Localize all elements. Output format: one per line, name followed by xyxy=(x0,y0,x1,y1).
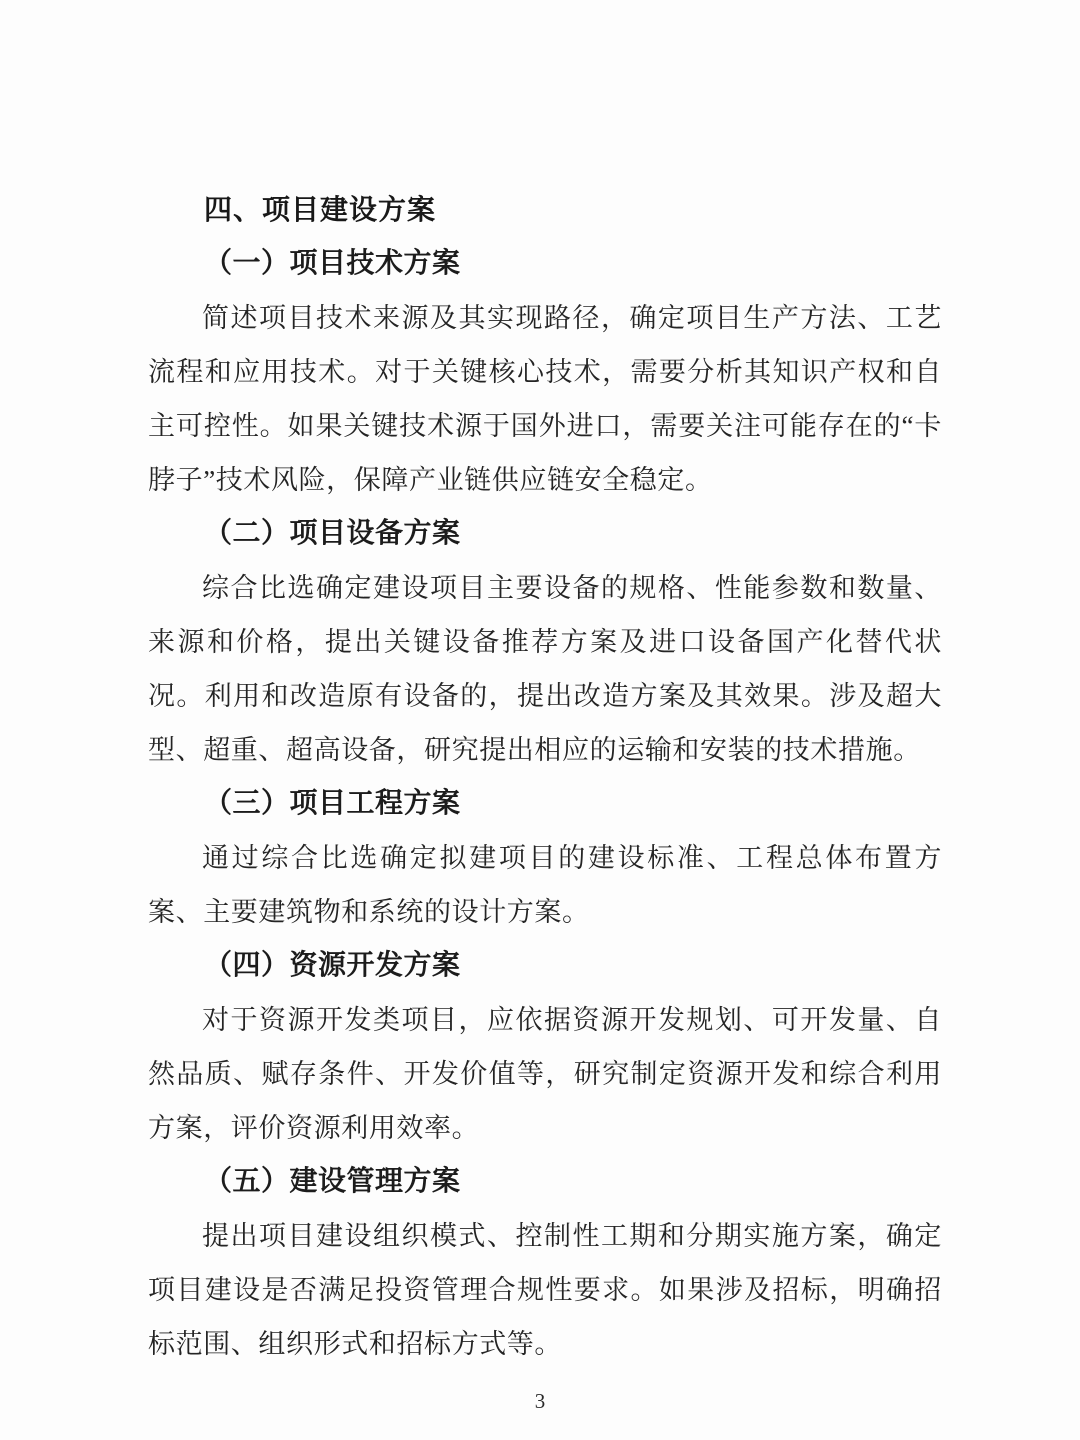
section-title: （一）项目技术方案 xyxy=(204,248,461,279)
chapter-heading: 四、项目建设方案 xyxy=(204,194,437,225)
section-equipment-plan xyxy=(148,507,942,777)
section-title: （二）项目设备方案 xyxy=(204,518,461,549)
section-paragraph: 对于资源开发类项目，应依据资源开发规划、可开发量、自然品质、赋存条件、开发价值等，研究制定资源开发和综合利用方案，评价资源利用效率。 xyxy=(148,1005,942,1143)
page-number: 3 xyxy=(534,1389,546,1413)
section-title: （四）资源开发方案 xyxy=(204,950,461,981)
section-resource-development-plan xyxy=(148,939,942,1155)
section-title: （三）项目工程方案 xyxy=(204,788,461,819)
document-content xyxy=(148,183,942,1371)
section-paragraph: 通过综合比选确定拟建项目的建设标准、工程总体布置方案、主要建筑物和系统的设计方案。 xyxy=(148,843,942,927)
section-technical-plan xyxy=(148,237,942,507)
section-paragraph: 简述项目技术来源及其实现路径，确定项目生产方法、工艺流程和应用技术。对于关键核心技术，需要分析其知识产权和自主可控性。如果关键技术源于国外进口，需要关注可能存在的“卡脖子”技术风险，保障产业链供应链安全稳定。 xyxy=(148,303,942,495)
section-engineering-plan xyxy=(148,777,942,939)
section-construction-management-plan xyxy=(148,1155,942,1371)
section-paragraph: 综合比选确定建设项目主要设备的规格、性能参数和数量、来源和价格，提出关键设备推荐方案及进口设备国产化替代状况。利用和改造原有设备的，提出改造方案及其效果。涉及超大型、超重、超高设备，研究提出相应的运输和安装的技术措施。 xyxy=(148,573,942,765)
section-paragraph: 提出项目建设组织模式、控制性工期和分期实施方案，确定项目建设是否满足投资管理合规性要求。如果涉及招标，明确招标范围、组织形式和招标方式等。 xyxy=(148,1221,942,1359)
section-title: （五）建设管理方案 xyxy=(204,1166,461,1197)
